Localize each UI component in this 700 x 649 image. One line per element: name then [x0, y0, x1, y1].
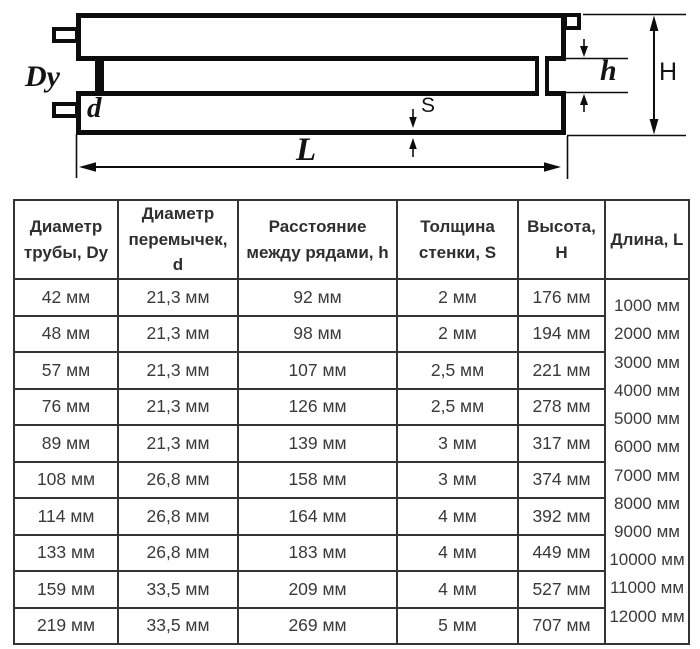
cell-height: 194 мм	[518, 316, 605, 353]
cell-wall-thickness: 4 мм	[397, 571, 518, 608]
cell-wall-thickness: 4 мм	[397, 535, 518, 572]
register-drawing	[0, 0, 700, 199]
cell-wall-thickness: 3 мм	[397, 425, 518, 462]
cell-jumper-diameter: 33,5 мм	[118, 608, 238, 645]
length-option: 8000 мм	[614, 493, 680, 513]
cell-pipe-diameter: 108 мм	[14, 462, 118, 499]
jumper-diameter-label: d	[87, 92, 102, 124]
wall-thickness-dimension-s	[409, 109, 417, 157]
cell-wall-thickness: 5 мм	[397, 608, 518, 645]
cell-height: 707 мм	[518, 608, 605, 645]
cell-row-spacing: 98 мм	[238, 316, 397, 353]
cell-jumper-diameter: 33,5 мм	[118, 571, 238, 608]
cell-row-spacing: 107 мм	[238, 352, 397, 389]
length-option: 9000 мм	[614, 521, 680, 541]
cell-height: 392 мм	[518, 498, 605, 535]
table-row	[14, 389, 689, 426]
length-option: 6000 мм	[614, 437, 680, 457]
cell-pipe-diameter: 219 мм	[14, 608, 118, 645]
cell-jumper-diameter: 21,3 мм	[118, 279, 238, 316]
cell-jumper-diameter: 21,3 мм	[118, 389, 238, 426]
cell-pipe-diameter: 89 мм	[14, 425, 118, 462]
cell-pipe-diameter: 42 мм	[14, 279, 118, 316]
wall-thickness-label: S	[421, 94, 436, 117]
cell-wall-thickness: 2 мм	[397, 279, 518, 316]
cell-jumper-diameter: 21,3 мм	[118, 425, 238, 462]
length-option: 3000 мм	[614, 352, 680, 372]
cell-height: 176 мм	[518, 279, 605, 316]
cell-pipe-diameter: 76 мм	[14, 389, 118, 426]
cell-height: 527 мм	[518, 571, 605, 608]
length-option: 11000 мм	[609, 578, 685, 598]
column-header-height: Высота, H	[518, 200, 605, 279]
length-dimension-l	[77, 134, 568, 179]
cell-wall-thickness: 3 мм	[397, 462, 518, 499]
table-row	[14, 279, 689, 316]
pipe-diameter-label: Dy	[25, 60, 60, 93]
cell-row-spacing: 209 мм	[238, 571, 397, 608]
cell-row-spacing: 139 мм	[238, 425, 397, 462]
table-row	[14, 608, 689, 645]
length-option: 10000 мм	[609, 550, 685, 570]
row-spacing-label: h	[600, 54, 617, 87]
length-option: 1000 мм	[614, 296, 680, 316]
cell-jumper-diameter: 21,3 мм	[118, 352, 238, 389]
table-row	[14, 535, 689, 572]
cell-jumper-diameter: 21,3 мм	[118, 316, 238, 353]
cell-row-spacing: 158 мм	[238, 462, 397, 499]
length-option: 2000 мм	[614, 324, 680, 344]
length-options-cell	[605, 279, 689, 644]
cell-wall-thickness: 2,5 мм	[397, 389, 518, 426]
cell-pipe-diameter: 57 мм	[14, 352, 118, 389]
table-row	[14, 498, 689, 535]
length-option: 5000 мм	[614, 409, 680, 429]
table-row	[14, 462, 689, 499]
length-option: 4000 мм	[614, 380, 680, 400]
column-header-jumper-diameter: Диаметр перемычек, d	[118, 200, 238, 279]
cell-row-spacing: 164 мм	[238, 498, 397, 535]
table-row	[14, 425, 689, 462]
length-label: L	[296, 132, 317, 168]
cell-pipe-diameter: 133 мм	[14, 535, 118, 572]
cell-wall-thickness: 4 мм	[397, 498, 518, 535]
cell-row-spacing: 126 мм	[238, 389, 397, 426]
cell-height: 278 мм	[518, 389, 605, 426]
cell-pipe-diameter: 159 мм	[14, 571, 118, 608]
cell-height: 221 мм	[518, 352, 605, 389]
cell-row-spacing: 92 мм	[238, 279, 397, 316]
cell-wall-thickness: 2,5 мм	[397, 352, 518, 389]
table-row	[14, 352, 689, 389]
cell-jumper-diameter: 26,8 мм	[118, 535, 238, 572]
cell-wall-thickness: 2 мм	[397, 316, 518, 353]
column-header-row-spacing: Расстояние между рядами, h	[238, 200, 397, 279]
dimension-lines	[0, 0, 700, 199]
cell-height: 374 мм	[518, 462, 605, 499]
length-option: 7000 мм	[614, 465, 680, 485]
cell-jumper-diameter: 26,8 мм	[118, 462, 238, 499]
cell-pipe-diameter: 114 мм	[14, 498, 118, 535]
register-spec-table	[13, 199, 690, 645]
column-header-length: Длина, L	[605, 200, 689, 279]
cell-height: 449 мм	[518, 535, 605, 572]
column-header-wall-thickness: Толщина стенки, S	[397, 200, 518, 279]
spec-table-header	[14, 200, 689, 279]
cell-pipe-diameter: 48 мм	[14, 316, 118, 353]
cell-row-spacing: 269 мм	[238, 608, 397, 645]
spec-table-body	[14, 279, 689, 644]
table-row	[14, 316, 689, 353]
cell-jumper-diameter: 26,8 мм	[118, 498, 238, 535]
length-option: 12000 мм	[609, 606, 685, 626]
column-header-pipe-diameter: Диаметр трубы, Dy	[14, 200, 118, 279]
cell-height: 317 мм	[518, 425, 605, 462]
height-label: H	[659, 58, 678, 86]
cell-row-spacing: 183 мм	[238, 535, 397, 572]
table-row	[14, 571, 689, 608]
